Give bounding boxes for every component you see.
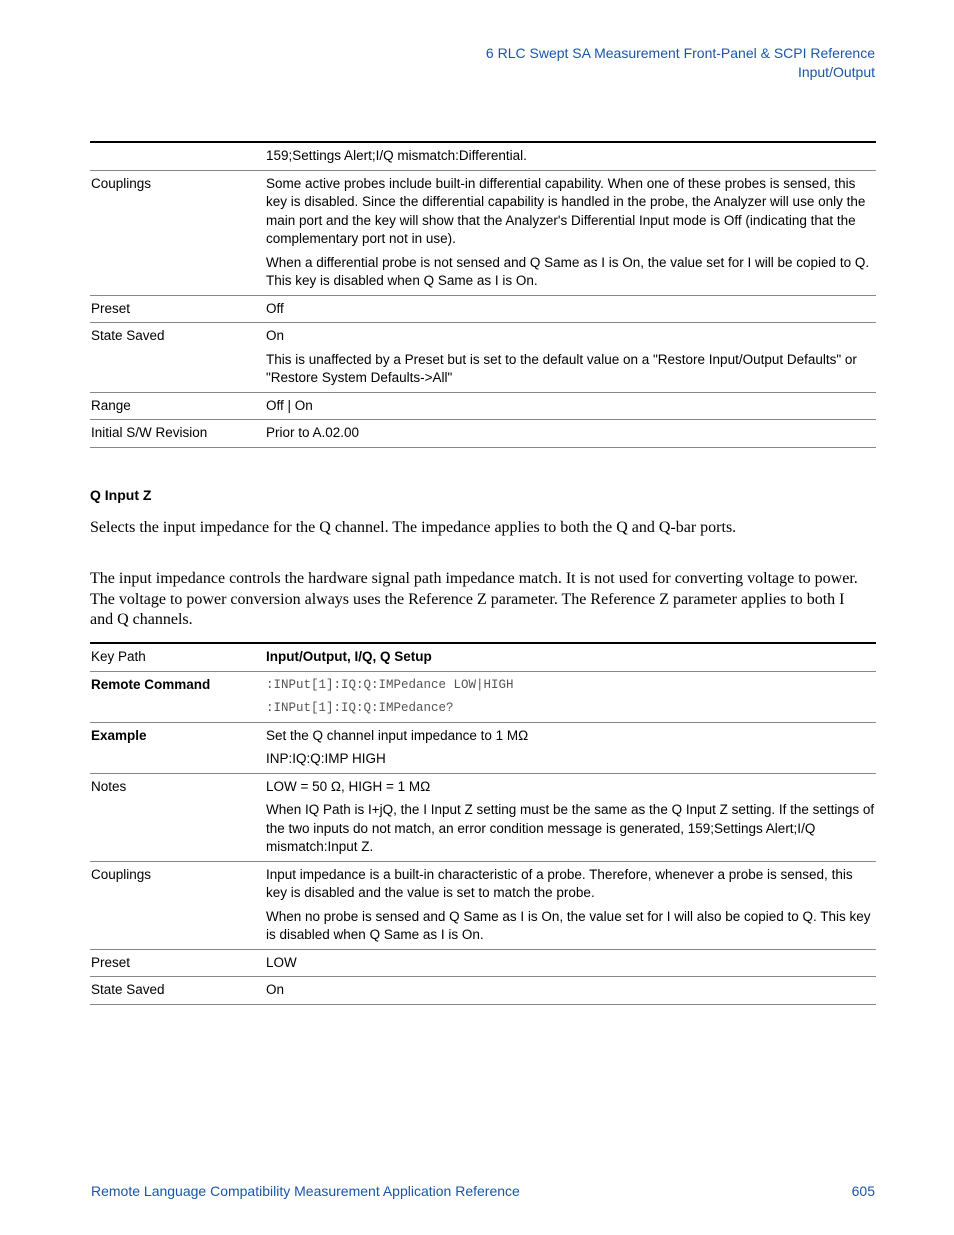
example-label: Example [91,727,147,743]
remote-query: :INPut[1]:IQ:Q:IMPedance? [266,701,454,715]
table-row [90,643,876,671]
notes-text: LOW = 50 Ω, HIGH = 1 MΩ [266,778,431,794]
remote-command: :INPut[1]:IQ:Q:IMPedance LOW|HIGH [266,677,514,692]
continued-text: 159;Settings Alert;I/Q mismatch:Differential. [266,148,527,163]
preset-label: Preset [91,300,131,316]
table-row [90,949,876,977]
state-saved-value: On [266,982,285,997]
couplings-label: Couplings [91,175,152,191]
table-row [90,323,876,393]
preset-value: Off [266,300,284,316]
couplings-text: When a differential probe is not sensed and Q Same as I is On, the value set for I will be copied to Q. This key is disabled when Q Same as I is On. [266,254,870,288]
remote-command-label: Remote Command [91,676,211,692]
table-row [90,977,876,1005]
couplings-text: Some active probes include built-in differential capability. When one of these probes is sensed, this key is disabled. Since the differential capability is handled in the probe, the Analyzer will use only the main port and the key will show that the Analyzer's Differential Input mode is Off (indicating that the complementary port not in use). [266,175,866,246]
state-saved-label: State Saved [91,982,165,997]
revision-value: Prior to A.02.00 [266,425,360,440]
description-paragraph: The input impedance controls the hardware signal path impedance match. It is not used for converting voltage to power. The voltage to power conversion always uses the Reference Z parameter. The Reference Z parameter applies to both I and Q channels. [90,570,858,628]
q-input-z-table [90,642,876,1005]
state-saved-value: On [266,328,285,343]
state-saved-label: State Saved [91,328,165,343]
range-value: Off | On [266,397,313,413]
table-row [90,773,876,861]
keypath-label: Key Path [91,649,146,664]
keypath-value: Input/Output, I/Q, Q Setup [266,649,432,664]
table-row [90,295,876,323]
description-paragraph: Selects the input impedance for the Q channel. The impedance applies to both the Q and Q-bar ports. [90,519,737,536]
table-row [90,861,876,949]
table-row [90,392,876,420]
table-row [90,170,876,295]
notes-label: Notes [91,778,127,794]
preset-value: LOW [266,954,297,970]
example-text: Set the Q channel input impedance to 1 MΩ [266,727,529,743]
state-saved-note: This is unaffected by a Preset but is set to the default value on a "Restore Input/Output Defaults" or "Restore System Defaults->All" [266,351,857,385]
revision-label: Initial S/W Revision [91,425,208,440]
couplings-text: When no probe is sensed and Q Same as I is On, the value set for I will also be copied to Q. This key is disabled when Q Same as I is On. [266,908,871,942]
section-title: Q Input Z [90,487,152,503]
page-header [486,44,875,82]
preset-label: Preset [91,954,131,970]
example-command: INP:IQ:Q:IMP HIGH [266,751,386,766]
range-label: Range [91,397,131,413]
table-row [90,420,876,448]
notes-text: When IQ Path is I+jQ, the I Input Z setting must be the same as the Q Input Z setting. If the settings of the two inputs do not match, an error condition message is generated, 159;Settings Alert;I/Q mismatch:Input Z. [266,802,875,854]
couplings-label: Couplings [91,866,152,882]
page-number: 605 [851,1183,875,1199]
table-row [90,671,876,722]
section-heading: Input/Output [797,64,875,80]
chapter-heading: 6 RLC Swept SA Measurement Front-Panel & SCPI Reference [485,45,875,61]
q-differential-table [90,141,876,448]
table-row [90,142,876,170]
footer-title: Remote Language Compatibility Measurement Application Reference [91,1183,520,1199]
table-row [90,722,876,773]
couplings-text: Input impedance is a built-in characteristic of a probe. Therefore, whenever a probe is sensed, this key is disabled and the value is set to match the probe. [266,866,853,900]
